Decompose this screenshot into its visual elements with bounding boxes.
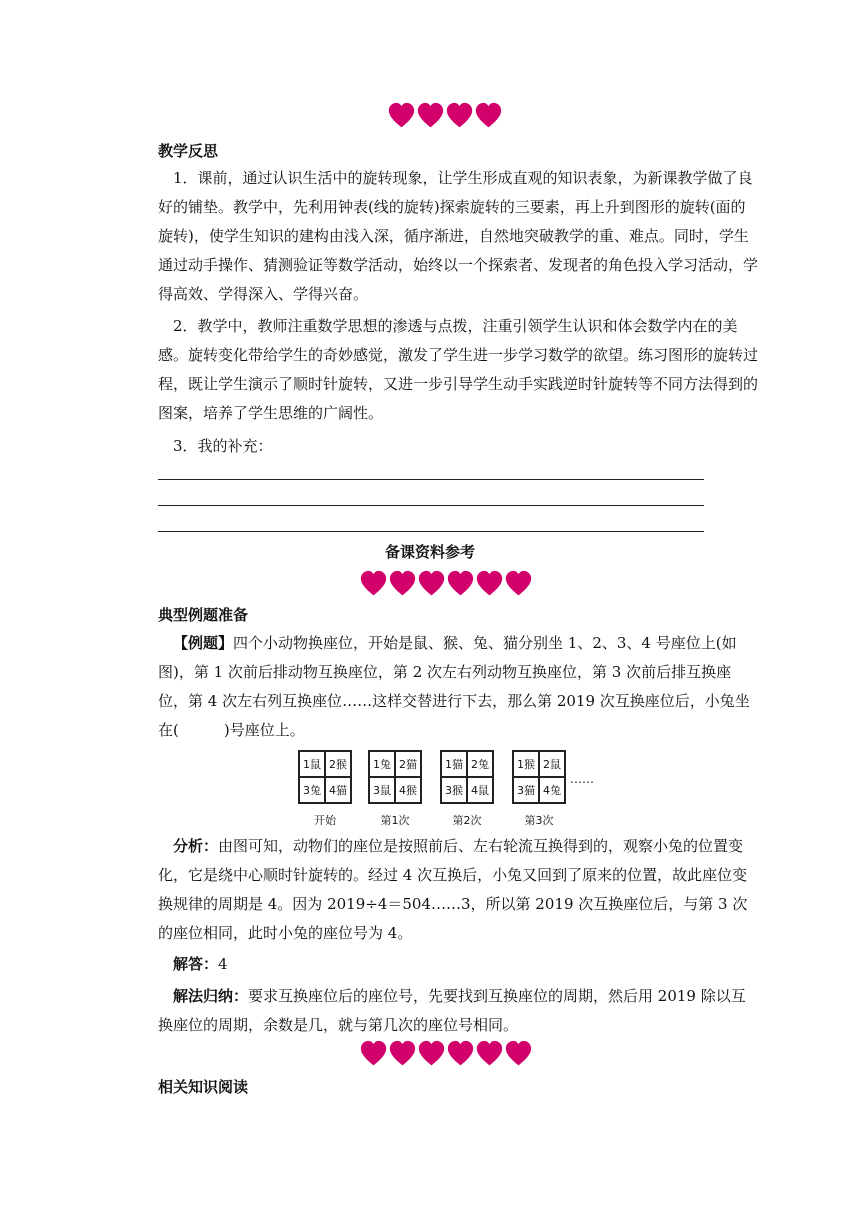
answer-label: 解答： xyxy=(173,955,219,973)
seat-cell: 3猴 xyxy=(441,777,467,803)
heart-icon xyxy=(446,102,473,129)
seat-cell: 2兔 xyxy=(467,751,493,777)
reflection-paragraph-2: 2．教学中，教师注重数学思想的渗透与点拨，注重引领学生认识和体会数学内在的美感。旋转变化带给学生的奇妙感觉，激发了学生进一步学习数学的欲望。练习图形的旋转过程，既让学生演示了顺时针旋转，又进一步引导学生动手实践逆时针旋转等不同方法得到的图案，培养了学生思维的广阔性。 xyxy=(158,317,759,422)
heart-icon xyxy=(360,570,387,597)
seat-cell: 4兔 xyxy=(539,777,565,803)
section-heading-related-reading: 相关知识阅读 xyxy=(158,1078,249,1096)
seat-cell: 4猫 xyxy=(325,777,351,803)
heart-icon xyxy=(475,102,502,129)
heart-icon xyxy=(476,1040,503,1067)
example-paragraph xyxy=(158,629,758,745)
heart-icon xyxy=(505,1040,532,1067)
heart-icon xyxy=(418,570,445,597)
reflection-paragraph-3: 3．我的补充： xyxy=(173,437,273,455)
section-heading-reflection: 教学反思 xyxy=(158,142,219,160)
section-heading-examples: 典型例题准备 xyxy=(158,606,249,624)
section-title-reference: 备课资料参考 xyxy=(384,543,475,561)
blank-line-2 xyxy=(158,505,704,506)
seat-cell: 3兔 xyxy=(299,777,325,803)
answer-value: 4 xyxy=(218,955,228,973)
analysis-text: 由图可知，动物们的座位是按照前后、左右轮流互换得到的，观察小兔的位置变化，它是绕中心顺时针旋转的。经过 4 次互换后，小兔又回到了原来的位置，故此座位变换规律的周期是 4。因为 2019÷4＝504……3，所以第 2019 次互换座位后，与第 3 次的座位相同，此时小兔的座位号为 4。 xyxy=(158,837,748,942)
answer-paragraph xyxy=(158,950,758,979)
analysis-label: 分析： xyxy=(173,837,219,855)
seat-grid-start xyxy=(298,750,352,804)
decorative-hearts-middle xyxy=(360,570,532,597)
decorative-hearts-top xyxy=(388,102,502,129)
example-text: 四个小动物换座位，开始是鼠、猴、兔、猫分别坐 1、2、3、4 号座位上(如图)，第 1 次前后排动物互换座位，第 2 次左右列动物互换座位，第 3 次前后排互换座位，第 4 次左右列互换座位……这样交替进行下去，那么第 2019 次互换座位后，小兔坐在( )号座位上。 xyxy=(158,634,750,739)
heart-icon xyxy=(389,1040,416,1067)
analysis-paragraph xyxy=(158,832,758,948)
heart-icon xyxy=(417,102,444,129)
method-paragraph xyxy=(158,982,758,1040)
seat-cell: 1鼠 xyxy=(299,751,325,777)
seat-grid-3 xyxy=(512,750,566,804)
heart-icon xyxy=(360,1040,387,1067)
seat-cell: 2猫 xyxy=(395,751,421,777)
seat-cell: 1猫 xyxy=(441,751,467,777)
decorative-hearts-bottom xyxy=(360,1040,532,1067)
seat-cell: 3猫 xyxy=(513,777,539,803)
seat-cell: 2猴 xyxy=(325,751,351,777)
blank-line-1 xyxy=(158,479,704,480)
seat-caption: 开始 xyxy=(314,814,336,827)
seat-cell: 2鼠 xyxy=(539,751,565,777)
blank-line-3 xyxy=(158,531,704,532)
heart-icon xyxy=(476,570,503,597)
seat-cell: 4猴 xyxy=(395,777,421,803)
reflection-paragraph-1: 1．课前，通过认识生活中的旋转现象，让学生形成直观的知识表象，为新课教学做了良好的铺垫。教学中，先利用钟表(线的旋转)探索旋转的三要素，再上升到图形的旋转(面的旋转)，使学生知识的建构由浅入深，循序渐进，自然地突破教学的重、难点。同时，学生通过动手操作、猜测验证等数学活动，始终以一个探索者、发现者的角色投入学习活动，学得高效、学得深入、学得兴奋。 xyxy=(158,169,759,303)
method-label: 解法归纳： xyxy=(173,987,249,1005)
seat-cell: 3鼠 xyxy=(369,777,395,803)
seat-cell: 1猴 xyxy=(513,751,539,777)
heart-icon xyxy=(389,570,416,597)
seat-cell: 1兔 xyxy=(369,751,395,777)
seat-diagram xyxy=(298,750,618,840)
heart-icon xyxy=(418,1040,445,1067)
seat-cell: 4鼠 xyxy=(467,777,493,803)
seat-ellipsis: …… xyxy=(570,772,594,786)
heart-icon xyxy=(447,1040,474,1067)
heart-icon xyxy=(388,102,415,129)
example-label: 【例题】 xyxy=(173,634,234,652)
seat-caption: 第3次 xyxy=(524,814,554,827)
method-text: 要求互换座位后的座位号，先要找到互换座位的周期，然后用 2019 除以互换座位的周期，余数是几，就与第几次的座位号相同。 xyxy=(158,987,746,1034)
seat-caption: 第2次 xyxy=(452,814,482,827)
seat-caption: 第1次 xyxy=(380,814,410,827)
heart-icon xyxy=(505,570,532,597)
heart-icon xyxy=(447,570,474,597)
seat-grid-2 xyxy=(440,750,494,804)
seat-grid-1 xyxy=(368,750,422,804)
